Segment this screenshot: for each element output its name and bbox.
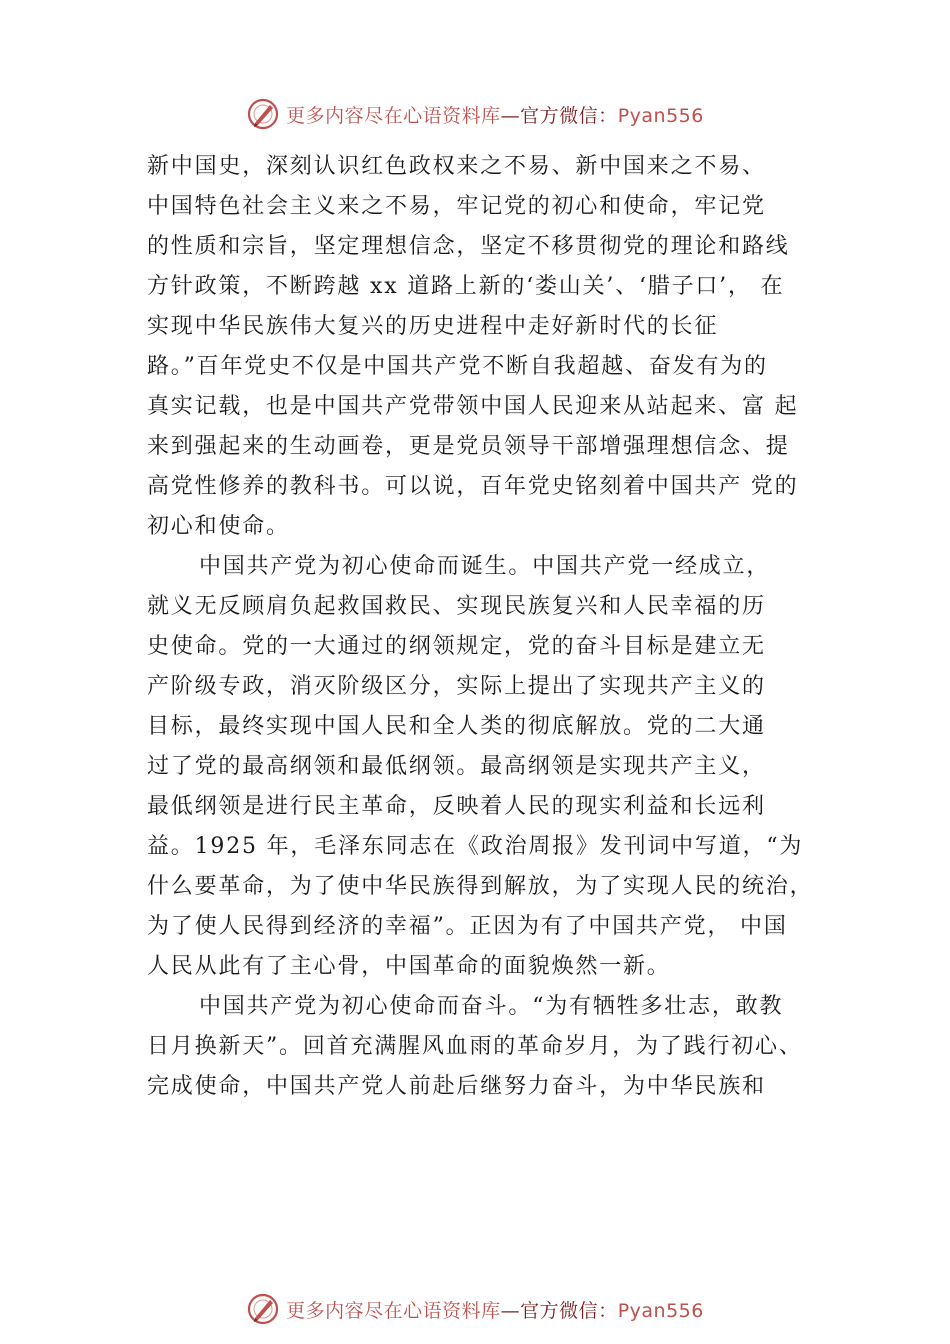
text-line: 什么要革命，为了使中华民族得到解放，为了实现人民的统治， [147, 874, 814, 899]
text-line: 史使命。党的一大通过的纲领规定，党的奋斗目标是建立无 [147, 634, 766, 659]
header-wechat-id: Pyan556 [617, 104, 704, 127]
text-line: 目标，最终实现中国人民和全人类的彻底解放。党的二大通 [147, 714, 766, 739]
pen-in-circle-icon [246, 97, 280, 131]
text-line: 最低纲领是进行民主革命，反映着人民的现实利益和长远利 [147, 794, 766, 819]
text-line: 完成使命，中国共产党人前赴后继努力奋斗，为中华民族和 [147, 1074, 766, 1099]
footer-wechat-id: Pyan556 [617, 1299, 704, 1322]
text-line: 人民从此有了主心骨，中国革命的面貌焕然一新。 [147, 954, 671, 979]
footer-text [286, 1296, 704, 1323]
footer-wechat-label: 官方微信： [520, 1299, 618, 1322]
footer-banner [0, 1289, 950, 1329]
header-brand-text: 更多内容尽在心语资料库 [286, 104, 501, 127]
text-line: 方针政策，不断跨越 xx 道路上新的‘娄山关’、‘腊子口’， 在 [147, 274, 785, 299]
paragraph-start-line: 中国共产党为初心使命而诞生。中国共产党一经成立， [199, 554, 771, 579]
text-line: 为了使人民得到经济的幸福”。正因为有了中国共产党， 中国 [147, 914, 788, 939]
text-line: 产阶级专政，消灭阶级区分，实际上提出了实现共产主义的 [147, 674, 766, 699]
text-line: 过了党的最高纲领和最低纲领。最高纲领是实现共产主义， [147, 754, 766, 779]
document-body [147, 147, 833, 1107]
footer-dash: — [500, 1299, 521, 1322]
text-line: 日月换新天”。回首充满腥风血雨的革命岁月，为了践行初心、 [147, 1034, 803, 1059]
text-line: 初心和使命。 [147, 514, 290, 539]
text-line: 来到强起来的生动画卷，更是党员领导干部增强理想信念、提 [147, 434, 790, 459]
header-banner [0, 94, 950, 134]
header-text [286, 101, 704, 128]
text-line: 新中国史，深刻认识红色政权来之不易、新中国来之不易、 [147, 154, 766, 179]
paragraph-start-line: 中国共产党为初心使命而奋斗。“为有牺牲多壮志，敢教 [199, 994, 784, 1019]
text-line: 的性质和宗旨，坚定理想信念，坚定不移贯彻党的理论和路线 [147, 234, 790, 259]
text-line: 益。1925 年，毛泽东同志在《政治周报》发刊词中写道，“为 [147, 834, 804, 859]
header-dash: — [500, 104, 521, 127]
header-wechat-label: 官方微信： [520, 104, 618, 127]
footer-brand-text: 更多内容尽在心语资料库 [286, 1299, 501, 1322]
text-line: 就义无反顾肩负起救国救民、实现民族复兴和人民幸福的历 [147, 594, 766, 619]
pen-in-circle-icon [246, 1292, 280, 1326]
text-line: 高党性修养的教科书。可以说，百年党史铭刻着中国共产 党的 [147, 474, 799, 499]
text-line: 路。”百年党史不仅是中国共产党不断自我超越、奋发有为的 [147, 354, 768, 379]
text-line: 真实记载，也是中国共产党带领中国人民迎来从站起来、富 起 [147, 394, 799, 419]
text-line: 实现中华民族伟大复兴的历史进程中走好新时代的长征 [147, 314, 719, 339]
text-line: 中国特色社会主义来之不易，牢记党的初心和使命，牢记党 [147, 194, 766, 219]
